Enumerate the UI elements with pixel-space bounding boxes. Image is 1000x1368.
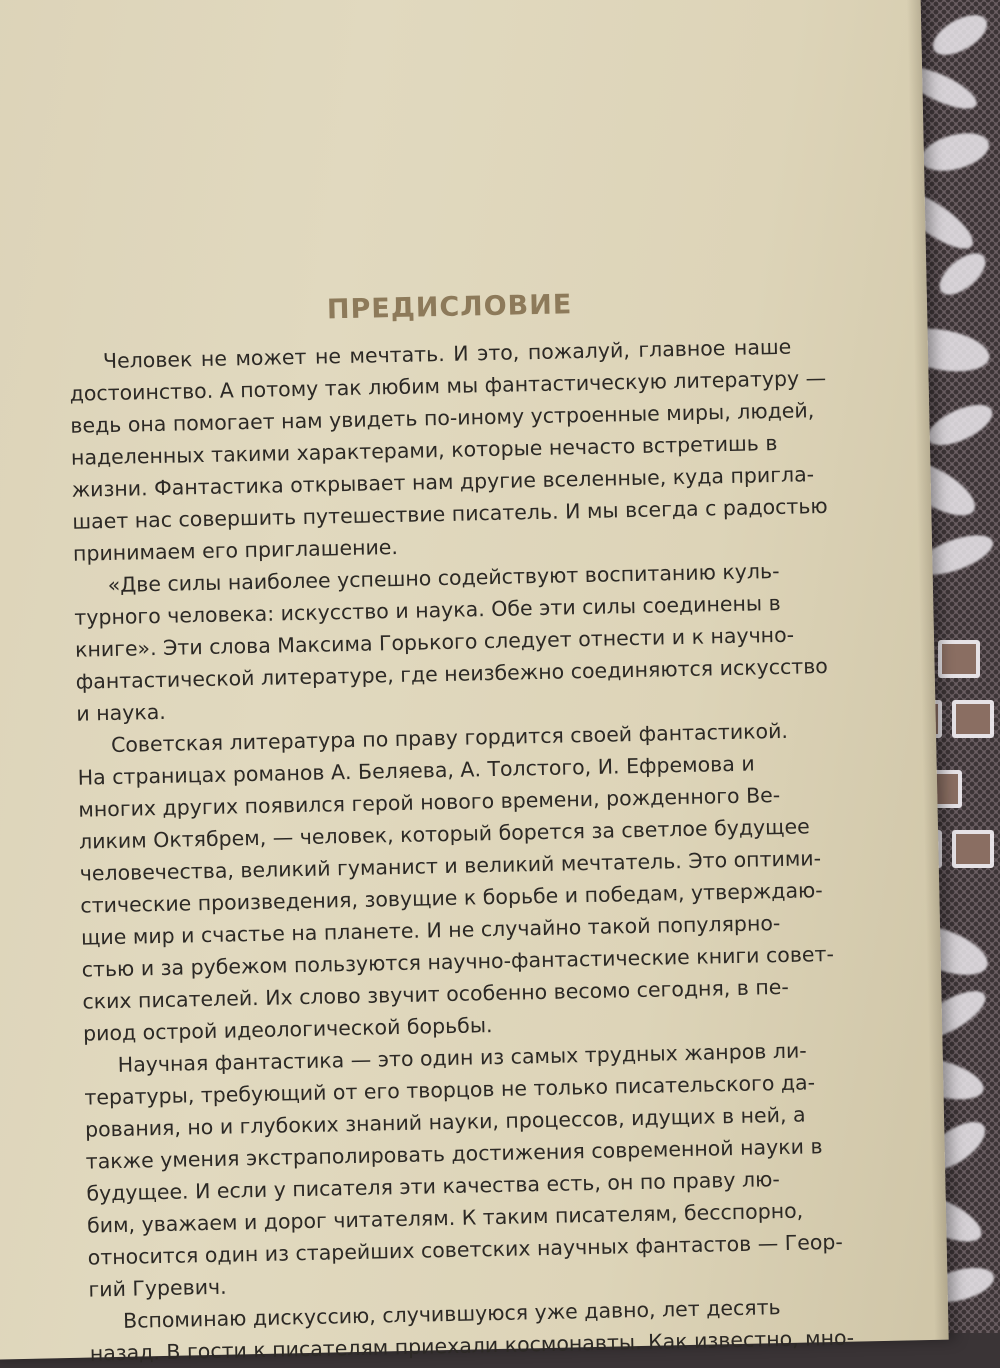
lace-flower: [922, 397, 998, 454]
text-line: турного человека: искусство и наука. Обе эти силы соединены в: [74, 590, 781, 630]
lace-square: [952, 700, 994, 738]
page-title: ПРЕДИСЛОВИЕ: [326, 289, 573, 326]
text-line: риод острой идеологической борьбы.: [82, 1013, 493, 1046]
lace-square: [952, 830, 994, 868]
text-line: рования, но и глубоких знаний науки, процессов, идущих в ней, а: [84, 1102, 806, 1142]
text-line: ских писателей. Их слово звучит особенно весомо сегодня, в пе-: [82, 974, 790, 1014]
text-line: многих других появился герой нового времени, рожденного Ве-: [78, 783, 781, 822]
lace-flower: [932, 246, 992, 303]
text-line: бим, уважаем и дорог читателям. К таким писателям, бесспорно,: [86, 1198, 804, 1238]
lace-square: [938, 640, 980, 678]
text-line: Вспоминаю дискуссию, случившуюся уже давно, лет десять: [122, 1295, 781, 1333]
text-line: гий Гуревич.: [88, 1274, 227, 1302]
text-line: фантастической литературе, где неизбежно соединяются искусство: [75, 653, 829, 694]
text-line: стические произведения, зовущие к борьбе и победам, утверждаю-: [80, 878, 823, 918]
text-line: книге». Эти слова Максима Горького следует отнести и к научно-: [74, 622, 795, 662]
text-line: и наука.: [76, 699, 167, 726]
text-line: жизни. Фантастика открывает нам другие вселенные, куда пригла-: [71, 462, 815, 502]
text-line: ликим Октябрем, — человек, который борется за светлое будущее: [78, 814, 810, 854]
text-line: Советская литература по праву гордится своей фантастикой.: [110, 718, 789, 758]
text-line: стью и за рубежом пользуются научно-фантастические книги совет-: [81, 941, 835, 982]
lace-flower: [927, 7, 994, 63]
text-line: Научная фантастика — это один из самых трудных жанров ли-: [117, 1038, 807, 1077]
text-line: принимаем его приглашение.: [72, 534, 399, 566]
text-line: На страницах романов А. Беляева, А. Толстого, И. Ефремова и: [77, 751, 755, 790]
text-line: человечества, великий гуманист и великий мечтатель. Это оптими-: [79, 846, 822, 886]
text-line: шает нас совершить путешествие писатель. И мы всегда с радостью: [72, 493, 828, 534]
text-line: Человек не может не мечтать. И это, пожалуй, главное наше: [102, 334, 792, 374]
text-line: будущее. И если у писателя эти качества есть, он по праву лю-: [86, 1167, 780, 1206]
text-line: щие мир и счастье на планете. И не случайно такой популярно-: [80, 911, 781, 950]
lace-flower: [917, 127, 993, 178]
text-line: назад. В гости к писателям приехали космонавты. Как известно, мно-: [89, 1325, 855, 1366]
text-line: «Две силы наиболее успешно содействуют воспитанию куль-: [107, 558, 780, 598]
text-line: также умения экстраполировать достижения современной науки в: [85, 1134, 823, 1174]
text-line: ведь она помогает нам увидеть по-иному устроенные миры, людей,: [70, 398, 815, 438]
text-line: относится один из старейших советских научных фантастов — Геор-: [87, 1229, 844, 1270]
text-line: достоинство. А потому так любим мы фантастическую литературу —: [69, 365, 827, 406]
text-line: тературы, требующий от его творцов не только писательского да-: [84, 1070, 816, 1110]
text-line: наделенных такими характерами, которые нечасто встретишь в: [70, 430, 778, 470]
